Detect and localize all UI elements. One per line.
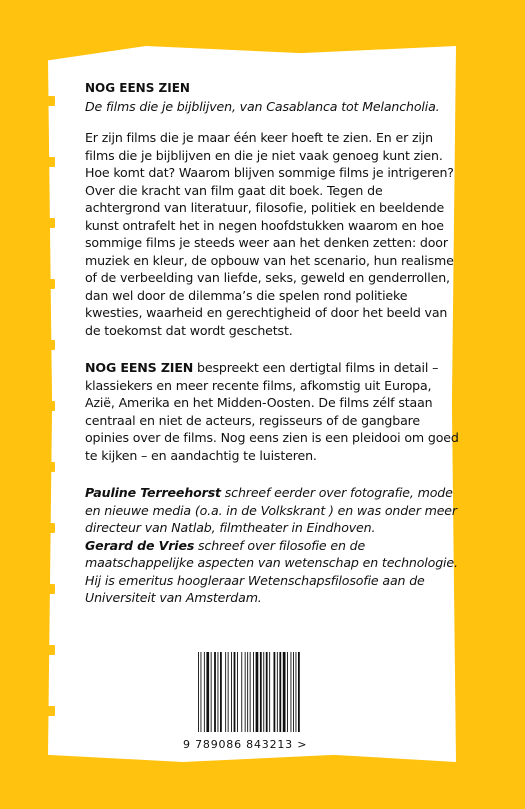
book-subtitle: De films die je bijblijven, van Casablanca tot Melancholia. xyxy=(85,98,440,114)
summary-title-lead: NOG EENS ZIEN xyxy=(85,360,194,375)
author-name-2: Gerard de Vries xyxy=(85,537,195,553)
author-bio-1 xyxy=(85,484,460,537)
author-bio-text-2: schreef over filosofie en de maatschappelijke aspecten van wetenschap en technologie. Hij is emeritus hoogleraar Wetenschapsfilosofie aan de Universiteit van Amsterdam. xyxy=(85,537,458,605)
isbn-number: 9 789086 843213 > xyxy=(183,738,308,751)
author-bio-2 xyxy=(85,537,460,607)
barcode-bars xyxy=(195,652,305,734)
summary-text: bespreekt een dertigtal films in detail – klassiekers en meer recente films, afkomstig uit Europa, Azië, Amerika en het Midden-Oosten. De films zélf staan centraal en niet de acteurs, regisseurs of de gangbare opinies over de films. Nog eens zien is een pleidooi om goed te kijken – en aandachtig te luisteren. xyxy=(85,360,459,463)
author-bio-text-1: schreef eerder over fotografie, mode en nieuwe media (o.a. in de Volkskrant ) en was onder meer directeur van Natlab, filmtheater in Eindhoven. xyxy=(85,485,457,535)
description-paragraph: Er zijn films die je maar één keer hoeft te zien. En er zijn films die je bijblijven en die je niet vaak genoeg kunt zien. Hoe komt dat? Waarom blijven sommige films je intrigeren? Over die kracht van film gaat dit boek. Tegen de achtergrond van literatuur, filosofie, politiek en beeldende kunst ontrafelt het in negen hoofdstukken waarom en hoe sommige films je steeds weer aan het denken zetten: door muziek en kleur, de opbouw van het scenario, hun realisme of de verbeelding van liefde, seks, geweld en genderrollen, dan wel door de dilemma’s die spelen rond politieke kwesties, waarheid en gerechtigheid of door het beeld van de toekomst dat wordt geschetst. xyxy=(85,130,454,338)
author-name-1: Pauline Terreehorst xyxy=(85,485,221,500)
book-title: NOG EENS ZIEN xyxy=(85,81,190,95)
barcode xyxy=(183,652,308,751)
back-cover-text xyxy=(85,80,460,607)
summary-paragraph xyxy=(85,359,460,464)
